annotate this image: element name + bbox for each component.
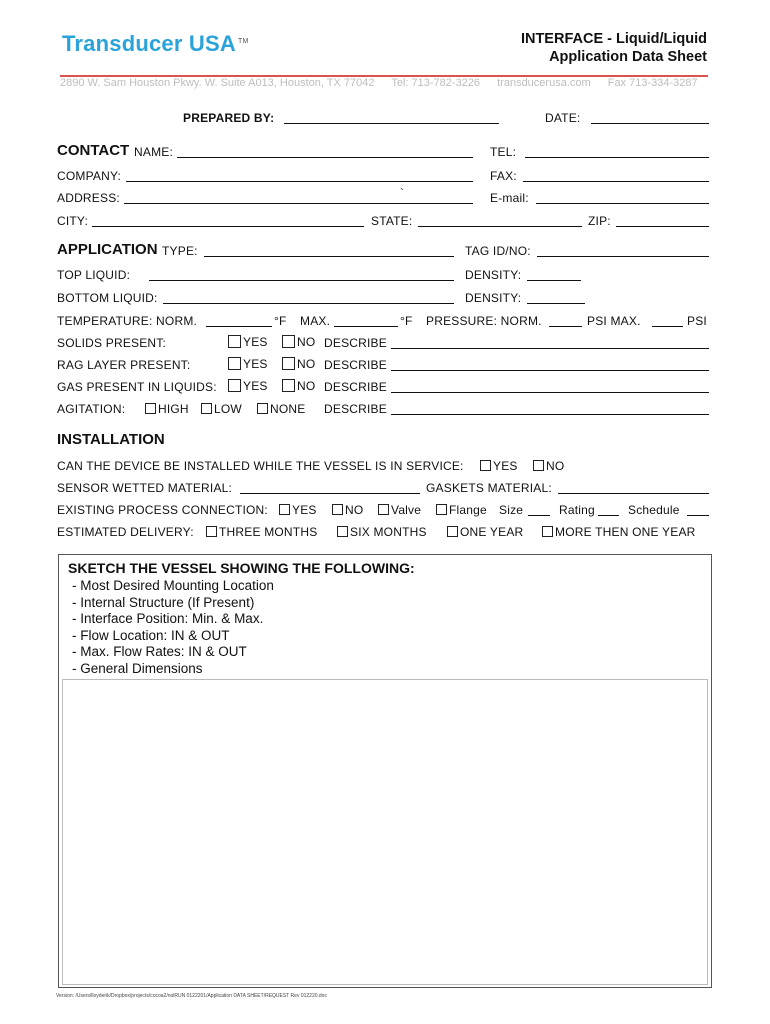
top-density-label: DENSITY: xyxy=(465,268,522,282)
name-label: NAME: xyxy=(134,145,174,159)
address-label: ADDRESS: xyxy=(57,191,120,205)
type-label: TYPE: xyxy=(162,244,198,258)
title-line-2: Application Data Sheet xyxy=(549,49,707,65)
temp-max-unit: °F xyxy=(400,314,413,328)
in-service-yes-checkbox[interactable] xyxy=(480,460,491,471)
list-item: - Flow Location: IN & OUT xyxy=(72,627,230,643)
size-label: Size xyxy=(499,503,524,517)
tag-field[interactable] xyxy=(537,256,709,257)
solids-yes-checkbox[interactable] xyxy=(228,335,241,348)
agitation-none-checkbox[interactable] xyxy=(257,403,268,414)
solids-no-checkbox[interactable] xyxy=(282,335,295,348)
schedule-label: Schedule xyxy=(628,503,680,517)
document-title xyxy=(521,30,707,66)
existing-connection-label: EXISTING PROCESS CONNECTION: xyxy=(57,503,268,517)
pressure-max-unit: PSI xyxy=(687,314,707,328)
wetted-material-field[interactable] xyxy=(240,493,420,494)
rag-no-option[interactable]: NO xyxy=(282,357,315,371)
address-tick-mark: ` xyxy=(400,186,405,200)
existing-yes-option[interactable]: YES xyxy=(279,503,317,517)
rating-field[interactable] xyxy=(598,515,619,516)
company-label: COMPANY: xyxy=(57,169,122,183)
contact-heading: CONTACT xyxy=(57,142,130,159)
temperature-label: TEMPERATURE: NORM. xyxy=(57,314,198,328)
delivery-three-checkbox[interactable] xyxy=(206,526,217,537)
gas-no-option[interactable]: NO xyxy=(282,379,315,393)
type-field[interactable] xyxy=(204,256,454,257)
list-item: - Interface Position: Min. & Max. xyxy=(72,611,264,626)
trademark-mark: TM xyxy=(237,37,249,45)
delivery-one-year-checkbox[interactable] xyxy=(447,526,458,537)
in-service-no-option[interactable]: NO xyxy=(533,459,564,473)
application-heading: APPLICATION xyxy=(57,241,158,258)
agitation-label: AGITATION: xyxy=(57,402,126,416)
company-address: 2890 W. Sam Houston Pkwy. W. Suite A013, Houston, TX 77042 xyxy=(60,77,375,89)
delivery-one-year-option[interactable]: ONE YEAR xyxy=(447,525,523,539)
temp-max-label: MAX. xyxy=(300,314,331,328)
date-label: DATE: xyxy=(545,111,581,125)
rating-label: Rating xyxy=(559,503,595,517)
flange-option[interactable]: Flange xyxy=(436,503,487,517)
city-label: CITY: xyxy=(57,214,89,228)
schedule-field[interactable] xyxy=(687,515,709,516)
company-field[interactable] xyxy=(126,181,473,182)
sketch-instructions xyxy=(72,578,274,677)
gas-describe-label: DESCRIBE xyxy=(324,380,387,394)
rag-describe-field[interactable] xyxy=(391,370,709,371)
rag-no-checkbox[interactable] xyxy=(282,357,295,370)
name-field[interactable] xyxy=(177,157,473,158)
tel-field[interactable] xyxy=(525,157,709,158)
zip-label: ZIP: xyxy=(588,214,611,228)
solids-no-option[interactable]: NO xyxy=(282,335,315,349)
delivery-more-option[interactable]: MORE THEN ONE YEAR xyxy=(542,525,696,539)
valve-option[interactable]: Valve xyxy=(378,503,421,517)
wetted-material-label: SENSOR WETTED MATERIAL: xyxy=(57,481,233,495)
temp-max-field[interactable] xyxy=(334,326,398,327)
solids-describe-field[interactable] xyxy=(391,348,709,349)
rag-yes-option[interactable]: YES xyxy=(228,357,268,371)
existing-yes-checkbox[interactable] xyxy=(279,504,290,515)
delivery-six-option[interactable]: SIX MONTHS xyxy=(337,525,427,539)
date-field[interactable] xyxy=(591,123,709,124)
list-item: - Max. Flow Rates: IN & OUT xyxy=(72,644,247,659)
company-tel: Tel: 713-782-3226 xyxy=(391,77,481,89)
existing-no-option[interactable]: NO xyxy=(332,503,363,517)
rag-yes-checkbox[interactable] xyxy=(228,357,241,370)
temp-norm-unit: °F xyxy=(274,314,287,328)
list-item: - Internal Structure (If Present) xyxy=(72,594,255,610)
delivery-six-checkbox[interactable] xyxy=(337,526,348,537)
pressure-max-field[interactable] xyxy=(652,326,683,327)
pressure-norm-field[interactable] xyxy=(549,326,582,327)
sketch-title: SKETCH THE VESSEL SHOWING THE FOLLOWING: xyxy=(68,560,415,576)
bottom-density-field[interactable] xyxy=(527,303,585,304)
pressure-label: PRESSURE: NORM. xyxy=(426,314,542,328)
version-footer: Version: /Users/lloyderik/Dropbox/projects/cocoa2/nolRUN 0122201/Application DATA SHEET/REQUEST Rev 012220.doc xyxy=(56,993,327,999)
delivery-label: ESTIMATED DELIVERY: xyxy=(57,525,194,539)
agitation-low-option[interactable]: LOW xyxy=(201,402,242,416)
in-service-label: CAN THE DEVICE BE INSTALLED WHILE THE VESSEL IS IN SERVICE: xyxy=(57,459,464,473)
prepared-by-field[interactable] xyxy=(284,123,499,124)
rag-label: RAG LAYER PRESENT: xyxy=(57,358,191,372)
sketch-drawing-area[interactable] xyxy=(62,679,708,985)
list-item: - Most Desired Mounting Location xyxy=(72,578,274,593)
zip-field[interactable] xyxy=(616,226,709,227)
bottom-liquid-field[interactable] xyxy=(163,303,454,304)
tag-label: TAG ID/NO: xyxy=(465,244,531,258)
city-field[interactable] xyxy=(92,226,364,227)
top-liquid-label: TOP LIQUID: xyxy=(57,268,131,282)
agitation-none-option[interactable]: NONE xyxy=(257,402,305,416)
bottom-density-label: DENSITY: xyxy=(465,291,522,305)
prepared-by-label: PREPARED BY: xyxy=(183,111,275,125)
email-field[interactable] xyxy=(536,203,709,204)
company-logo: Transducer USA ™ xyxy=(62,31,249,56)
address-field[interactable] xyxy=(124,203,473,204)
solids-label: SOLIDS PRESENT: xyxy=(57,336,167,350)
gaskets-material-label: GASKETS MATERIAL: xyxy=(426,481,552,495)
top-liquid-field[interactable] xyxy=(149,280,454,281)
valve-checkbox[interactable] xyxy=(378,504,389,515)
company-fax: Fax 713-334-3287 xyxy=(607,77,698,89)
gas-describe-field[interactable] xyxy=(391,392,709,393)
size-field[interactable] xyxy=(528,515,550,516)
company-website: transducerusa.com xyxy=(497,77,591,89)
solids-yes-option[interactable]: YES xyxy=(228,335,268,349)
bottom-liquid-label: BOTTOM LIQUID: xyxy=(57,291,158,305)
state-field[interactable] xyxy=(418,226,582,227)
fax-field[interactable] xyxy=(523,181,709,182)
solids-describe-label: DESCRIBE xyxy=(324,336,387,350)
agitation-describe-label: DESCRIBE xyxy=(324,402,387,416)
gaskets-material-field[interactable] xyxy=(558,493,709,494)
list-item: - General Dimensions xyxy=(72,660,203,676)
agitation-low-checkbox[interactable] xyxy=(201,403,212,414)
gas-label: GAS PRESENT IN LIQUIDS: xyxy=(57,380,217,394)
agitation-high-option[interactable]: HIGH xyxy=(145,402,189,416)
in-service-yes-option[interactable]: YES xyxy=(480,459,518,473)
gas-yes-checkbox[interactable] xyxy=(228,379,241,392)
email-label: E-mail: xyxy=(490,191,529,205)
tel-label: TEL: xyxy=(490,145,517,159)
temp-norm-field[interactable] xyxy=(206,326,272,327)
delivery-three-option[interactable]: THREE MONTHS xyxy=(206,525,317,539)
agitation-high-checkbox[interactable] xyxy=(145,403,156,414)
existing-no-checkbox[interactable] xyxy=(332,504,343,515)
fax-label: FAX: xyxy=(490,169,517,183)
installation-heading: INSTALLATION xyxy=(57,431,165,448)
company-address-bar xyxy=(60,77,712,89)
gas-no-checkbox[interactable] xyxy=(282,379,295,392)
agitation-describe-field[interactable] xyxy=(391,414,709,415)
pressure-psi-max-label: PSI MAX. xyxy=(587,314,641,328)
delivery-more-checkbox[interactable] xyxy=(542,526,553,537)
in-service-no-checkbox[interactable] xyxy=(533,460,544,471)
title-line-1: INTERFACE - Liquid/Liquid xyxy=(520,31,707,47)
flange-checkbox[interactable] xyxy=(436,504,447,515)
top-density-field[interactable] xyxy=(527,280,581,281)
state-label: STATE: xyxy=(371,214,413,228)
gas-yes-option[interactable]: YES xyxy=(228,379,268,393)
rag-describe-label: DESCRIBE xyxy=(324,358,387,372)
